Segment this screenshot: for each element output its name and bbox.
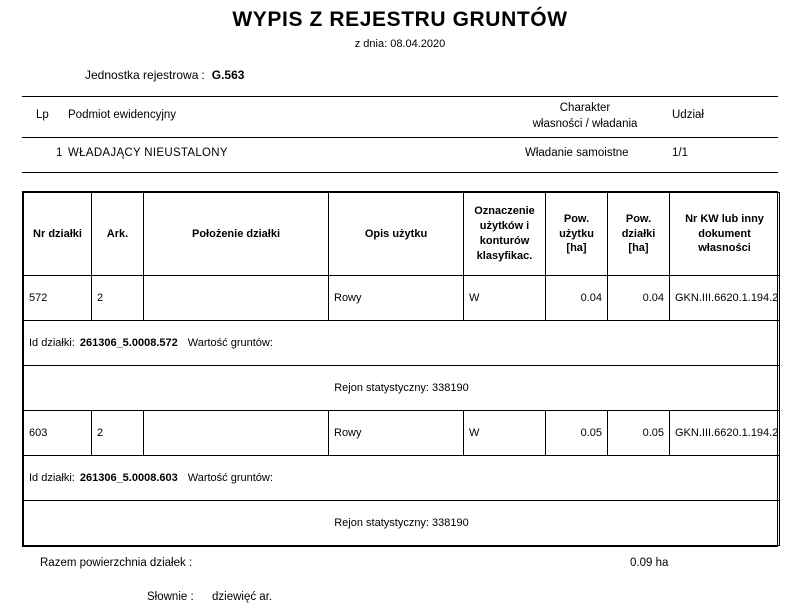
parcel-id-cell: [24, 321, 780, 366]
th-oznaczenie-l3: konturów: [479, 235, 530, 247]
owner-header-subject: Podmiot ewidencyjny: [68, 109, 177, 121]
parcel-value-label: Wartość gruntów:: [187, 337, 273, 349]
cell-opis-uzytku: Rowy: [329, 276, 464, 321]
totals-words-value: dziewięć ar.: [212, 591, 273, 603]
parcel-table-body: [24, 276, 780, 546]
th-pow-uzytku-l3: [ha]: [566, 242, 587, 255]
parcel-id-label: Id działki:: [29, 472, 75, 484]
page-title: WYPIS Z REJESTRU GRUNTÓW: [232, 8, 568, 31]
table-row: [24, 411, 780, 456]
parcel-id-cell: [24, 456, 780, 501]
owner-row: [0, 138, 800, 172]
parcel-rejon-row: [24, 366, 780, 411]
cell-nr-dzialki: 603: [24, 411, 92, 456]
th-ark: Ark.: [92, 193, 144, 276]
cell-nr-kw: GKN.III.6620.1.194.2: [670, 411, 780, 456]
cell-pow-uzytku: 0.04: [546, 276, 608, 321]
parcel-rejon-row: [24, 501, 780, 546]
totals-words-row: [22, 591, 778, 611]
parcel-id-value: 261306_5.0008.572: [79, 337, 178, 349]
owner-header-udzial: Udział: [672, 109, 704, 121]
cell-oznaczenie: W: [464, 276, 546, 321]
th-nr-kw-l3: własności: [698, 242, 751, 255]
owner-header-charakter-line2: własności / władania: [532, 117, 638, 130]
owner-row-name: WŁADAJĄCY NIEUSTALONY: [68, 147, 228, 159]
owner-header-lp: Lp: [36, 109, 49, 121]
owner-row-lp: 1: [56, 147, 63, 159]
registry-unit: [0, 68, 800, 82]
parcel-id-row: [24, 456, 780, 501]
totals-value: 0.09 ha: [630, 557, 669, 569]
parcel-table-head: [24, 193, 780, 276]
th-pow-uzytku: [546, 193, 608, 276]
parcel-table-header-row: [24, 193, 780, 276]
registry-unit-value: G.563: [211, 68, 245, 82]
parcel-rejon-cell: Rejon statystyczny: 338190: [24, 501, 780, 546]
th-pow-dzialki-l1: Pow.: [625, 212, 652, 225]
table-row: [24, 276, 780, 321]
cell-pow-dzialki: 0.04: [608, 276, 670, 321]
cell-ark: 2: [92, 411, 144, 456]
cell-oznaczenie: W: [464, 411, 546, 456]
parcel-table-wrapper: [22, 191, 778, 547]
parcel-id-label: Id działki:: [29, 337, 75, 349]
th-pow-dzialki: [608, 193, 670, 276]
document-page: [0, 8, 800, 608]
cell-ark: 2: [92, 276, 144, 321]
th-nr-dzialki: Nr działki: [24, 193, 92, 276]
th-oznaczenie: [464, 193, 546, 276]
th-pow-dzialki-l2: działki: [621, 227, 656, 240]
cell-polozenie: [144, 276, 329, 321]
totals-words-label: Słownie :: [147, 591, 194, 603]
th-oznaczenie-l4: klasyfikac.: [476, 249, 533, 262]
th-nr-kw-l2: dokument: [698, 227, 751, 240]
owner-bottom-divider: [22, 172, 778, 173]
th-nr-kw-l1: Nr KW lub inny: [685, 212, 764, 225]
cell-pow-dzialki: 0.05: [608, 411, 670, 456]
owner-section: [0, 96, 800, 173]
parcel-value-label: Wartość gruntów:: [187, 472, 273, 484]
th-polozenie: Położenie działki: [144, 193, 329, 276]
th-opis-uzytku: Opis użytku: [329, 193, 464, 276]
registry-unit-label: Jednostka rejestrowa: [85, 68, 199, 82]
th-oznaczenie-l2: użytków i: [479, 220, 530, 233]
parcel-rejon-cell: Rejon statystyczny: 338190: [24, 366, 780, 411]
totals-row: [22, 557, 778, 581]
parcel-id-row: [24, 321, 780, 366]
cell-nr-kw: GKN.III.6620.1.194.2: [670, 276, 780, 321]
registry-unit-separator: :: [201, 68, 205, 82]
th-pow-uzytku-l2: użytku: [559, 227, 594, 240]
th-oznaczenie-l1: Oznaczenie: [474, 205, 535, 218]
owner-row-udzial: 1/1: [672, 147, 688, 159]
th-nr-kw: [670, 193, 780, 276]
parcel-id-value: 261306_5.0008.603: [79, 472, 178, 484]
th-pow-dzialki-l3: [ha]: [628, 242, 649, 255]
cell-polozenie: [144, 411, 329, 456]
owner-header-row: [0, 97, 800, 137]
cell-nr-dzialki: 572: [24, 276, 92, 321]
owner-row-charakter: Władanie samoistne: [525, 147, 629, 159]
totals-label: Razem powierzchnia działek :: [40, 557, 193, 569]
owner-header-charakter: [520, 101, 650, 132]
cell-pow-uzytku: 0.05: [546, 411, 608, 456]
cell-opis-uzytku: Rowy: [329, 411, 464, 456]
document-date: z dnia: 08.04.2020: [354, 38, 446, 50]
th-pow-uzytku-l1: Pow.: [563, 212, 590, 225]
owner-header-charakter-line1: Charakter: [559, 102, 611, 114]
parcel-table: [23, 192, 780, 546]
